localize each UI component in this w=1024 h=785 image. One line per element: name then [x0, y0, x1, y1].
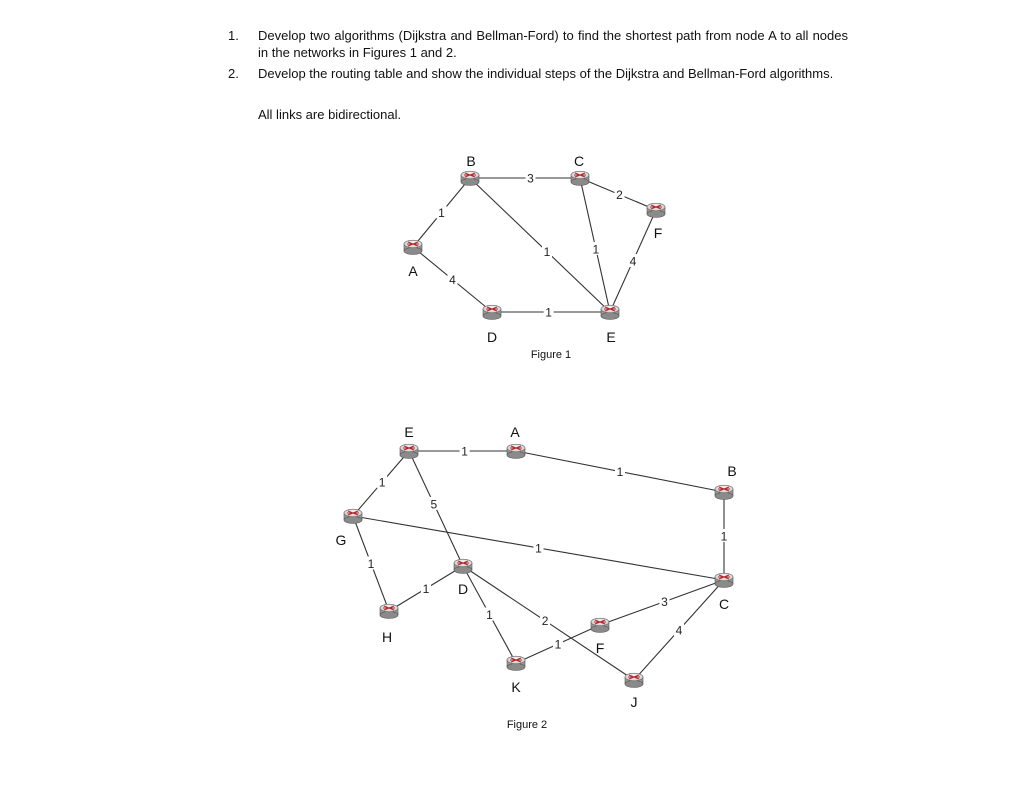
router-icon	[715, 573, 733, 587]
task-number: 2.	[228, 66, 239, 81]
router-icon	[483, 305, 501, 319]
bidirectional-note: All links are bidirectional.	[258, 107, 402, 122]
link-weight-label: 1	[486, 608, 493, 622]
link-weight-label: 4	[449, 273, 456, 287]
figure-1	[404, 153, 665, 361]
node-label-j: J	[630, 694, 638, 710]
router-icon	[601, 305, 619, 319]
node-label-c: C	[573, 153, 585, 169]
link-weight-label: 2	[541, 614, 549, 629]
link-weight-label: 1	[616, 465, 624, 479]
link-weight-label: 1	[367, 557, 375, 571]
node-label-b: B	[466, 153, 476, 169]
node-label-h: H	[381, 629, 393, 645]
router-icon	[461, 171, 479, 185]
link-weight-label: 4	[629, 254, 637, 269]
link-weight-label: 1	[422, 582, 430, 596]
link-weight-label: 1	[543, 245, 551, 260]
router-icon	[571, 171, 589, 185]
figure-caption: Figure 2	[506, 719, 548, 731]
node-label-e: E	[606, 329, 616, 345]
link-weight-label: 1	[438, 206, 445, 220]
figure-caption: Figure 1	[530, 349, 572, 361]
task-number: 1.	[228, 28, 239, 43]
node-label-f: F	[595, 640, 605, 656]
node-label-d: D	[457, 581, 469, 597]
node-label-c: C	[718, 596, 730, 612]
node-label-b: B	[727, 463, 737, 479]
router-icon	[380, 604, 398, 618]
link-weight-label: 3	[527, 171, 534, 186]
node-label-g: G	[335, 532, 347, 548]
link-weight-label: 1	[378, 475, 386, 490]
router-icon	[454, 559, 472, 573]
router-icon	[400, 444, 418, 458]
link-b-e	[470, 178, 610, 312]
node-label-a: A	[510, 424, 520, 440]
link-weight-label: 5	[430, 497, 438, 512]
node-label-a: A	[408, 263, 418, 279]
link-weight-label: 1	[554, 637, 562, 652]
link-weight-label: 1	[461, 444, 468, 459]
router-icon	[344, 509, 362, 523]
link-weight-label: 1	[545, 305, 552, 320]
link-weight-label: 1	[720, 529, 728, 544]
router-icon	[591, 618, 609, 632]
router-icon	[507, 656, 525, 670]
figure-2	[336, 424, 737, 731]
node-label-k: K	[511, 679, 521, 695]
node-label-e: E	[404, 424, 414, 440]
node-label-f: F	[653, 225, 663, 241]
task-text: Develop two algorithms (Dijkstra and Bellman-Ford) to find the shortest path from node A to all nodes in the networks in Figures 1 and 2.	[258, 28, 848, 60]
router-icon	[625, 673, 643, 687]
node-label-d: D	[486, 329, 498, 345]
task-text: Develop the routing table and show the individual steps of the Dijkstra and Bellman-Ford algorithms.	[258, 66, 834, 81]
link-weight-label: 2	[616, 188, 623, 203]
router-icon	[647, 203, 665, 217]
router-icon	[404, 240, 422, 254]
link-weight-label: 1	[592, 242, 600, 257]
router-icon	[507, 444, 525, 458]
router-icon	[715, 485, 733, 499]
link-weight-label: 3	[661, 595, 668, 610]
link-weight-label: 4	[675, 623, 683, 638]
link-weight-label: 1	[535, 541, 542, 556]
